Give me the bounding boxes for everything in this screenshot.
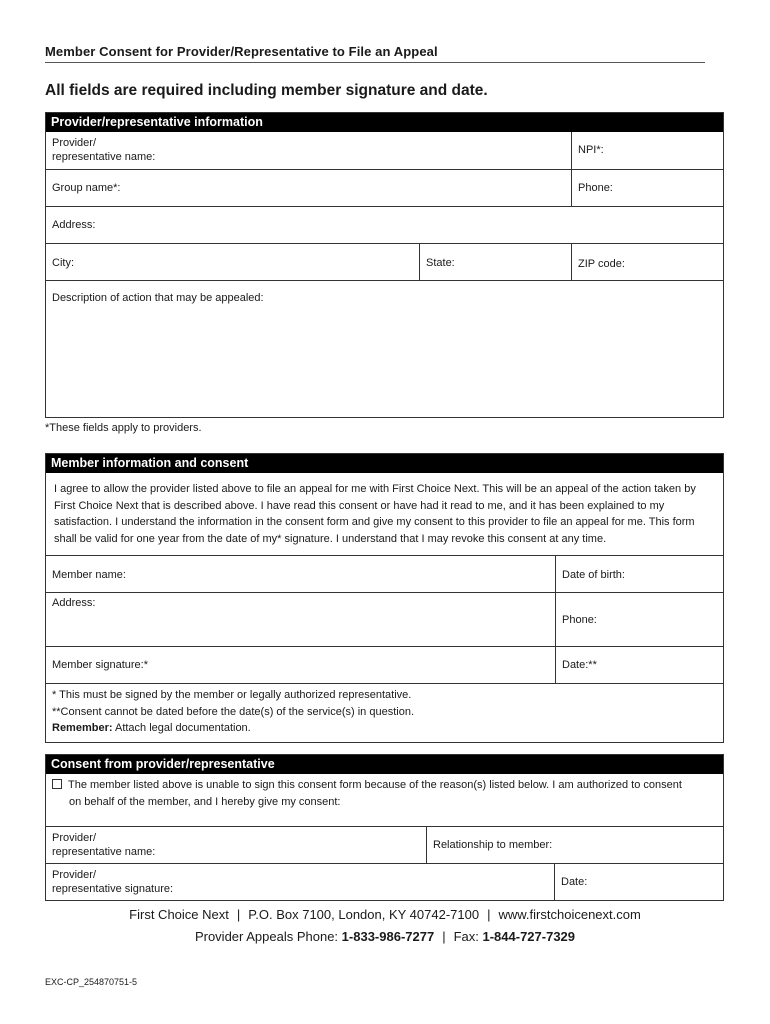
- zip-field[interactable]: [571, 244, 723, 280]
- relationship-label: Relationship to member:: [433, 839, 553, 851]
- required-notice: All fields are required including member signature and date.: [45, 82, 488, 99]
- member-address-row: [46, 592, 723, 646]
- dob-label: Date of birth:: [562, 569, 625, 581]
- city-field[interactable]: [46, 244, 419, 280]
- member-name-label: Member name:: [52, 569, 126, 581]
- consent-provider-signature-field[interactable]: [46, 864, 554, 900]
- fax-label: Fax:: [453, 929, 483, 944]
- remember-note: [52, 720, 717, 737]
- provider-info-section: [45, 112, 724, 418]
- footer-address: P.O. Box 7100, London, KY 40742-7100: [248, 907, 480, 922]
- member-signature-row: [46, 646, 723, 683]
- consent-provider-signature-row: [46, 863, 723, 900]
- provider-name-row: [46, 132, 723, 169]
- description-field[interactable]: [46, 281, 723, 417]
- consent-date-field[interactable]: [554, 864, 723, 900]
- npi-field[interactable]: [571, 132, 723, 169]
- description-label: Description of action that may be appealed:: [52, 292, 264, 304]
- consent-date-label: Date:: [561, 876, 588, 888]
- unable-to-sign-text-line1: The member listed above is unable to sign this consent form because of the reason(s) listed below. I am authorized to consent: [68, 779, 682, 791]
- provider-consent-section: [45, 754, 724, 901]
- unable-to-sign-text-line2: on behalf of the member, and I hereby give my consent:: [69, 795, 341, 808]
- unable-to-sign-option: [46, 774, 723, 813]
- member-address-field[interactable]: [46, 593, 555, 646]
- member-signature-label: Member signature:*: [52, 659, 148, 671]
- zip-label: ZIP code:: [578, 258, 625, 270]
- group-name-label: Group name*:: [52, 182, 121, 194]
- consent-provider-name-field[interactable]: [46, 827, 426, 863]
- date-note: **Consent cannot be dated before the date(s) of the service(s) in question.: [52, 705, 414, 718]
- provider-name-field[interactable]: [46, 132, 571, 169]
- unable-to-sign-checkbox[interactable]: [52, 779, 62, 789]
- provider-info-heading: Provider/representative information: [46, 113, 723, 132]
- footer-website-link[interactable]: www.firstchoicenext.com: [498, 907, 641, 922]
- member-info-heading: Member information and consent: [46, 454, 723, 473]
- state-label: State:: [426, 257, 455, 269]
- title-divider: [45, 62, 705, 63]
- group-name-field[interactable]: [46, 170, 571, 206]
- group-name-row: [46, 169, 723, 206]
- footer-separator: |: [442, 929, 446, 944]
- appeals-phone-label: Provider Appeals Phone:: [194, 929, 342, 944]
- footer-contact-line: [0, 907, 770, 922]
- consent-provider-name-label-line2: representative name:: [52, 846, 156, 858]
- footer-phone-line: [0, 929, 770, 944]
- document-title: Member Consent for Provider/Representative to File an Appeal: [45, 44, 438, 59]
- member-date-field[interactable]: [555, 647, 723, 683]
- unable-to-sign-row: [46, 774, 723, 826]
- footer-company: First Choice Next: [129, 907, 229, 922]
- relationship-field[interactable]: [426, 827, 723, 863]
- provider-footnote: *These fields apply to providers.: [45, 422, 202, 434]
- member-signature-field[interactable]: [46, 647, 555, 683]
- provider-address-label: Address:: [52, 219, 96, 231]
- remember-label: Remember:: [52, 722, 113, 734]
- provider-phone-label: Phone:: [578, 182, 613, 194]
- member-name-field[interactable]: [46, 556, 555, 592]
- provider-consent-heading: Consent from provider/representative: [46, 755, 723, 774]
- member-notes-row: [46, 683, 723, 742]
- footer-separator: |: [487, 907, 491, 922]
- consent-provider-name-label-line1: Provider/: [52, 832, 97, 844]
- provider-address-field[interactable]: [46, 207, 723, 243]
- npi-label: NPI*:: [578, 144, 604, 156]
- consent-statement: I agree to allow the provider listed above to file an appeal for me with First Choice Next. This will be an appeal of the action taken by First Choice Next that is described above. I have read this consent or have had it read to me, and it has been explained to my satisfaction. I understand the information in the consent form and give my consent to this provider to file an appeal for me. This form shall be valid for one year from the date of my* signature. I understand that I may revoke this consent at any time.: [54, 483, 696, 545]
- city-state-zip-row: [46, 243, 723, 280]
- provider-phone-field[interactable]: [571, 170, 723, 206]
- consent-provider-signature-label-line1: Provider/: [52, 869, 97, 881]
- consent-text-row: [46, 473, 723, 555]
- provider-address-row: [46, 206, 723, 243]
- form-code: EXC-CP_254870751-5: [45, 977, 138, 987]
- member-info-section: [45, 453, 724, 743]
- city-label: City:: [52, 257, 74, 269]
- signature-note: * This must be signed by the member or legally authorized representative.: [52, 689, 412, 701]
- provider-name-label-line2: representative name:: [52, 151, 156, 163]
- state-field[interactable]: [419, 244, 571, 280]
- dob-field[interactable]: [555, 556, 723, 592]
- member-address-label: Address:: [52, 597, 96, 609]
- member-name-row: [46, 555, 723, 592]
- member-phone-field[interactable]: [555, 593, 723, 646]
- consent-provider-name-row: [46, 826, 723, 863]
- provider-name-label-line1: Provider/: [52, 137, 97, 149]
- consent-provider-signature-label-line2: representative signature:: [52, 883, 174, 895]
- footer-separator: |: [236, 907, 241, 922]
- appeals-phone-number: 1-833-986-7277: [341, 929, 435, 944]
- member-date-label: Date:**: [562, 659, 597, 671]
- fax-number: 1-844-727-7329: [482, 929, 576, 944]
- member-notes: [46, 684, 723, 740]
- description-row: [46, 280, 723, 417]
- remember-text: Attach legal documentation.: [112, 722, 251, 734]
- member-phone-label: Phone:: [562, 614, 597, 626]
